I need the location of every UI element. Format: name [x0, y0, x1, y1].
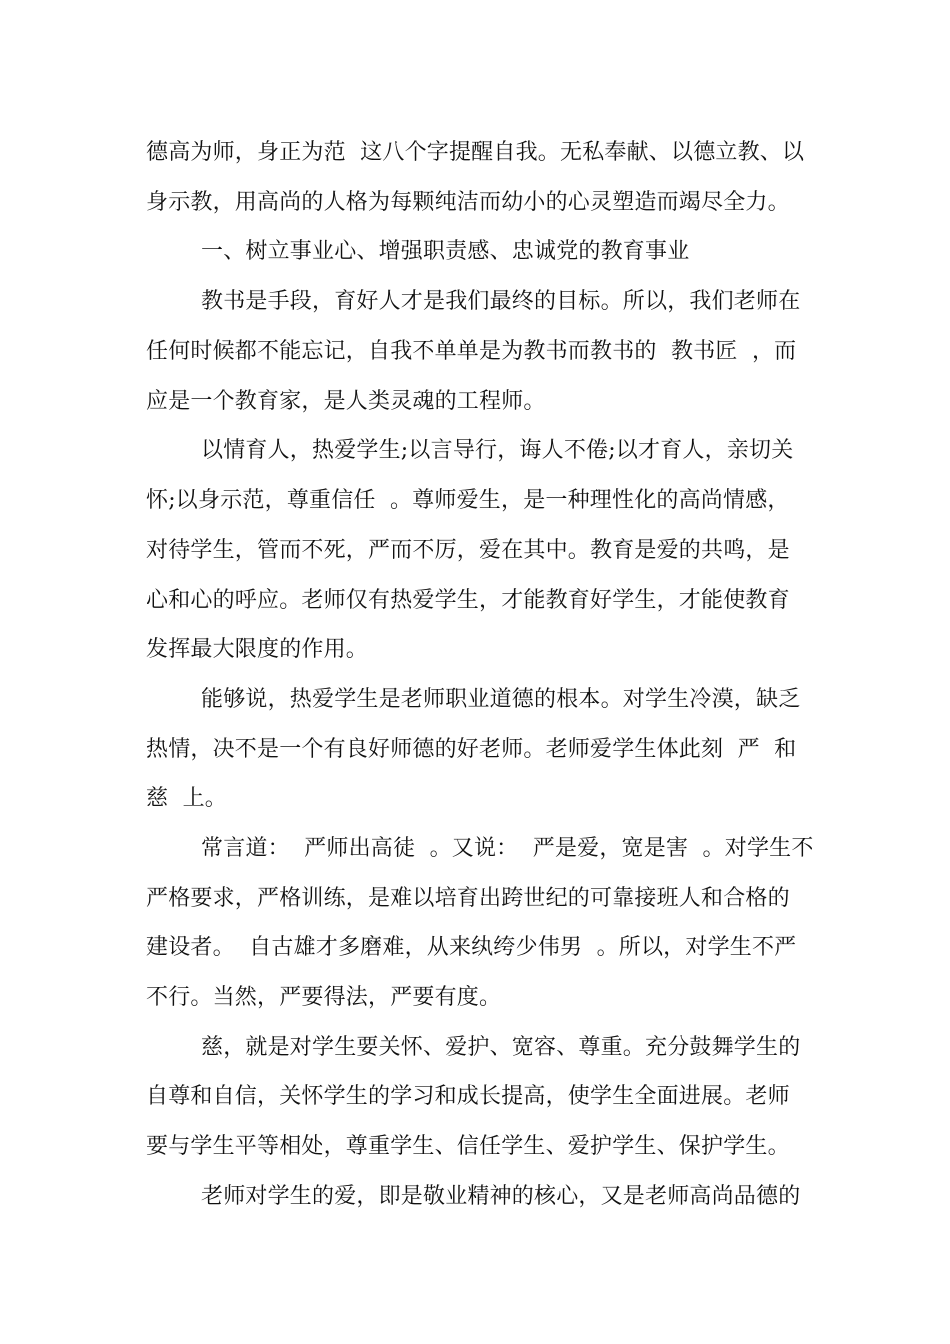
text-line: 常言道： 严师出高徒 。又说： 严是爱，宽是害 。对学生不 — [201, 836, 814, 861]
text-line: 身示教，用高尚的人格为每颗纯洁而幼小的心灵塑造而竭尽全力。 — [146, 190, 790, 215]
text-line: 慈，就是对学生要关怀、爱护、宽容、尊重。充分鼓舞学生的 — [201, 1035, 801, 1060]
text-line: 严格要求，严格训练，是难以培育出跨世纪的可靠接班人和合格的 — [146, 886, 790, 911]
text-line: 老师对学生的爱，即是敬业精神的核心，又是老师高尚品德的 — [201, 1184, 801, 1209]
text-line: 自尊和自信，关怀学生的学习和成长提高，使学生全面进展。老师 — [146, 1084, 790, 1109]
text-line: 一、树立事业心、增强职责感、忠诚党的教育事业 — [201, 239, 690, 264]
text-line: 慈 上。 — [146, 786, 227, 811]
text-line: 发挥最大限度的作用。 — [146, 637, 369, 662]
text-line: 建设者。 自古雄才多磨难，从来纨绔少伟男 。所以，对学生不严 — [146, 935, 797, 960]
text-line: 心和心的呼应。老师仅有热爱学生，才能教育好学生，才能使教育 — [146, 588, 790, 613]
text-line: 德高为师，身正为范 这八个字提醒自我。无私奉献、以德立教、以 — [146, 140, 805, 165]
text-line: 要与学生平等相处，尊重学生、信任学生、爱护学生、保护学生。 — [146, 1134, 790, 1159]
text-line: 热情，决不是一个有良好师德的好老师。老师爱学生体此刻 严 和 — [146, 737, 797, 762]
text-line: 怀;以身示范，尊重信任 。尊师爱生，是一种理性化的高尚情感， — [146, 488, 790, 513]
text-line: 任何时候都不能忘记，自我不单单是为教书而教书的 教书匠 ，而 — [146, 339, 797, 364]
text-line: 应是一个教育家，是人类灵魂的工程师。 — [146, 389, 546, 414]
text-line: 能够说，热爱学生是老师职业道德的根本。对学生冷漠，缺乏 — [201, 687, 801, 712]
text-line: 不行。当然，严要得法，严要有度。 — [146, 985, 502, 1010]
text-line: 以情育人，热爱学生;以言导行，诲人不倦;以才育人，亲切关 — [201, 438, 794, 463]
text-line: 对待学生，管而不死，严而不厉，爱在其中。教育是爱的共鸣，是 — [146, 538, 790, 563]
text-line: 教书是手段，育好人才是我们最终的目标。所以，我们老师在 — [201, 289, 801, 314]
